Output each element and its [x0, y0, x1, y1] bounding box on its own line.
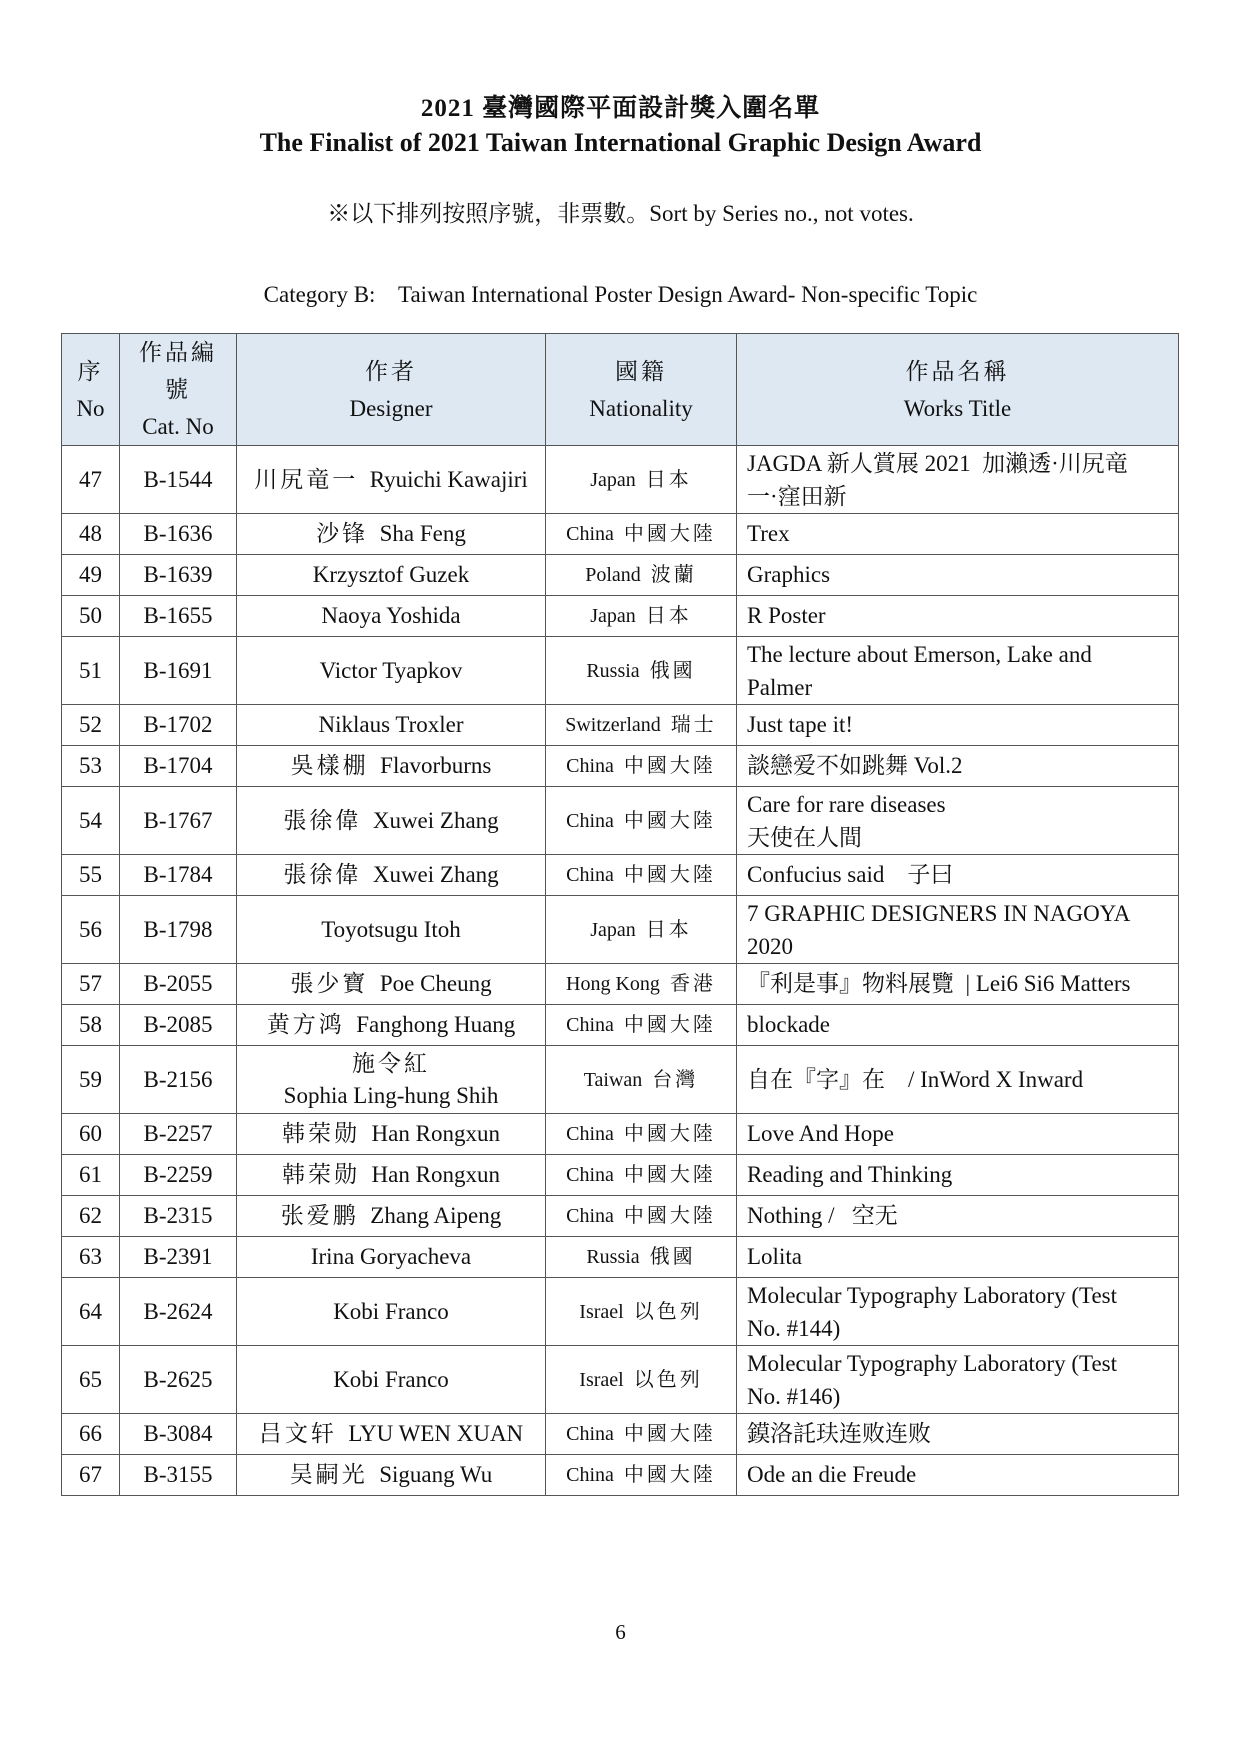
series-number: 61 [79, 1162, 102, 1187]
cell-nationality [546, 596, 737, 637]
nationality-english: Poland [585, 564, 641, 586]
header-no: 序 No [62, 334, 120, 446]
cell-designer [237, 1414, 546, 1455]
catalog-number: B-2257 [143, 1121, 213, 1146]
table-row [62, 1414, 1179, 1455]
table-row [62, 896, 1179, 964]
cell-designer [237, 1005, 546, 1046]
nationality-english: Japan [590, 918, 636, 941]
cell-cat-no [120, 1414, 237, 1455]
cell-no [62, 787, 120, 855]
works-title-line: Nothing / 空无 [747, 1203, 898, 1228]
designer-name-chinese: 吴嗣光 [289, 1462, 368, 1487]
works-title-line: blockade [747, 1012, 831, 1037]
catalog-number: B-1636 [143, 521, 213, 546]
catalog-number: B-2625 [143, 1366, 213, 1392]
designer-name-english: Siguang Wu [379, 1462, 493, 1487]
nationality-english: Russia [586, 1246, 640, 1268]
works-title-line: 2020 [747, 933, 793, 959]
table-row [62, 1346, 1179, 1414]
catalog-number: B-2085 [143, 1012, 213, 1037]
designer-name-english: Ryuichi Kawajiri [369, 466, 528, 492]
nationality-chinese: 波蘭 [650, 564, 697, 586]
nationality-english: China [566, 523, 614, 545]
works-title-line: 自在『字』在 / InWord X Inward [747, 1066, 1084, 1092]
cell-nationality [546, 1346, 737, 1414]
works-title-line: 天使在人間 [747, 824, 862, 850]
cell-cat-no [120, 637, 237, 705]
cell-nationality [546, 1155, 737, 1196]
table-row [62, 514, 1179, 555]
series-number: 58 [79, 1012, 102, 1037]
cell-no [62, 596, 120, 637]
cell-works-title [737, 855, 1179, 896]
catalog-number: B-1655 [143, 603, 213, 628]
nationality-english: China [566, 1164, 614, 1186]
works-title-line: Trex [747, 521, 790, 546]
designer-name-chinese: 黄方鸿 [266, 1012, 345, 1037]
catalog-number: B-1691 [143, 657, 213, 683]
nationality-english: Israel [579, 1300, 624, 1323]
designer-name-english: Irina Goryacheva [310, 1244, 472, 1269]
cell-designer [237, 1278, 546, 1346]
designer-name-english: Naoya Yoshida [321, 603, 461, 628]
designer-name-english: Krzysztof Guzek [312, 562, 470, 587]
designer-name-chinese: 张爱鹏 [280, 1203, 359, 1228]
nationality-chinese: 日本 [645, 468, 692, 491]
cell-works-title [737, 896, 1179, 964]
nationality-chinese: 以色列 [633, 1300, 703, 1323]
cell-no [62, 964, 120, 1005]
cell-works-title [737, 964, 1179, 1005]
catalog-number: B-3155 [143, 1462, 213, 1487]
cell-designer [237, 746, 546, 787]
cell-works-title [737, 1414, 1179, 1455]
cell-designer [237, 1196, 546, 1237]
works-title-line: Love And Hope [747, 1121, 894, 1146]
table-row [62, 1155, 1179, 1196]
table-row [62, 1046, 1179, 1114]
sort-note: ※以下排列按照序號，非票數。Sort by Series no., not votes. [327, 201, 914, 226]
table-body [62, 446, 1179, 1496]
works-title-line: 鏌洛託玞连败连败 [747, 1421, 931, 1446]
works-title-line: Care for rare diseases [747, 791, 946, 817]
cell-cat-no [120, 446, 237, 514]
nationality-english: China [566, 864, 614, 886]
cell-nationality [546, 1278, 737, 1346]
nationality-chinese: 中國大陸 [623, 755, 716, 777]
cell-designer [237, 705, 546, 746]
cell-works-title [737, 1114, 1179, 1155]
cell-no [62, 1237, 120, 1278]
cell-designer [237, 1046, 546, 1114]
nationality-english: China [566, 755, 614, 777]
table-row [62, 1196, 1179, 1237]
cell-works-title [737, 1278, 1179, 1346]
works-title-line: Graphics [747, 562, 831, 587]
catalog-number: B-2156 [143, 1066, 213, 1092]
cell-works-title [737, 1346, 1179, 1414]
cell-cat-no [120, 1237, 237, 1278]
series-number: 64 [79, 1298, 102, 1324]
cell-no [62, 514, 120, 555]
designer-name-english: LYU WEN XUAN [348, 1421, 524, 1446]
cell-nationality [546, 855, 737, 896]
cell-cat-no [120, 787, 237, 855]
cell-works-title [737, 555, 1179, 596]
cell-designer [237, 787, 546, 855]
cell-nationality [546, 1005, 737, 1046]
cell-designer [237, 1455, 546, 1496]
cell-designer [237, 446, 546, 514]
cell-designer [237, 514, 546, 555]
works-title-line: JAGDA 新人賞展 2021 加瀨透·川尻竜 [747, 450, 1128, 476]
nationality-chinese: 瑞士 [670, 714, 717, 736]
cell-cat-no [120, 1155, 237, 1196]
series-number: 62 [79, 1203, 102, 1228]
nationality-english: Japan [590, 605, 636, 627]
catalog-number: B-1798 [143, 916, 213, 942]
nationality-english: Russia [586, 659, 640, 682]
nationality-chinese: 中國大陸 [623, 809, 716, 832]
catalog-number: B-1544 [143, 466, 213, 492]
cell-nationality [546, 787, 737, 855]
designer-name-english: Niklaus Troxler [318, 712, 464, 737]
nationality-chinese: 中國大陸 [623, 1014, 716, 1036]
nationality-chinese: 台灣 [652, 1068, 699, 1091]
cell-nationality [546, 1046, 737, 1114]
series-number: 63 [79, 1244, 102, 1269]
nationality-english: Hong Kong [566, 973, 660, 995]
designer-name-chinese: 張徐偉 [283, 862, 362, 887]
works-title-line: The lecture about Emerson, Lake and [747, 641, 1092, 667]
cell-works-title [737, 1155, 1179, 1196]
nationality-english: China [566, 1123, 614, 1145]
cell-designer [237, 1237, 546, 1278]
catalog-number: B-1767 [143, 807, 213, 833]
series-number: 59 [79, 1066, 102, 1092]
series-number: 48 [79, 521, 102, 546]
cell-designer [237, 1114, 546, 1155]
cell-works-title [737, 746, 1179, 787]
cell-nationality [546, 705, 737, 746]
series-number: 54 [79, 807, 102, 833]
nationality-chinese: 中國大陸 [623, 1123, 716, 1145]
works-title-line: No. #146) [747, 1383, 841, 1409]
nationality-english: Taiwan [583, 1068, 643, 1091]
cell-nationality [546, 1114, 737, 1155]
cell-no [62, 746, 120, 787]
cell-no [62, 1005, 120, 1046]
series-number: 67 [79, 1462, 102, 1487]
designer-name-english: Zhang Aipeng [370, 1203, 502, 1228]
page-number: 6 [615, 1620, 626, 1644]
designer-name-english: Han Rongxun [371, 1121, 500, 1146]
designer-name-chinese: 吕文轩 [258, 1421, 337, 1446]
cell-cat-no [120, 1278, 237, 1346]
nationality-english: Israel [579, 1368, 624, 1391]
series-number: 56 [79, 916, 102, 942]
cell-works-title [737, 637, 1179, 705]
cell-no [62, 1346, 120, 1414]
works-title-line: 談戀爱不如跳舞 Vol.2 [747, 753, 963, 778]
designer-name-chinese: 張少寶 [290, 971, 369, 996]
cell-cat-no [120, 1455, 237, 1496]
cell-no [62, 705, 120, 746]
cell-nationality [546, 746, 737, 787]
cell-cat-no [120, 705, 237, 746]
series-number: 47 [79, 466, 102, 492]
series-number: 53 [79, 753, 102, 778]
cell-cat-no [120, 896, 237, 964]
nationality-english: China [566, 1423, 614, 1445]
designer-name-english: Flavorburns [380, 753, 492, 778]
catalog-number: B-1639 [143, 562, 213, 587]
table-row [62, 1455, 1179, 1496]
designer-name-chinese: 吳樣棚 [290, 753, 369, 778]
cell-no [62, 637, 120, 705]
cell-no [62, 855, 120, 896]
nationality-chinese: 日本 [645, 918, 692, 941]
cell-cat-no [120, 555, 237, 596]
header-cat-no: 作品編號 Cat. No [120, 334, 237, 446]
cell-designer [237, 1155, 546, 1196]
header-designer: 作者 Designer [237, 334, 546, 446]
cell-nationality [546, 555, 737, 596]
cell-nationality [546, 1237, 737, 1278]
header-nationality: 國籍 Nationality [546, 334, 737, 446]
catalog-number: B-2624 [143, 1298, 213, 1324]
table-row [62, 637, 1179, 705]
cell-no [62, 1414, 120, 1455]
cell-no [62, 1046, 120, 1114]
nationality-chinese: 俄國 [649, 1246, 696, 1268]
cell-cat-no [120, 1346, 237, 1414]
nationality-chinese: 中國大陸 [623, 523, 716, 545]
works-title-line: 7 GRAPHIC DESIGNERS IN NAGOYA [747, 900, 1131, 926]
cell-no [62, 446, 120, 514]
table-row [62, 964, 1179, 1005]
cell-nationality [546, 896, 737, 964]
series-number: 66 [79, 1421, 102, 1446]
cell-works-title [737, 446, 1179, 514]
cell-works-title [737, 1046, 1179, 1114]
nationality-chinese: 中國大陸 [623, 1464, 716, 1486]
works-title-line: R Poster [747, 603, 826, 628]
cell-designer [237, 896, 546, 964]
designer-name-chinese: 韩荣勋 [282, 1121, 361, 1146]
cell-nationality [546, 1196, 737, 1237]
table-row [62, 1005, 1179, 1046]
nationality-chinese: 中國大陸 [623, 1423, 716, 1445]
designer-name-english: Han Rongxun [371, 1162, 500, 1187]
cell-no [62, 1196, 120, 1237]
cell-nationality [546, 1414, 737, 1455]
cell-cat-no [120, 1046, 237, 1114]
cell-works-title [737, 787, 1179, 855]
designer-name-chinese: 川尻竜一 [254, 466, 359, 492]
cell-cat-no [120, 1196, 237, 1237]
document-title-english: The Finalist of 2021 Taiwan International Graphic Design Award [259, 128, 982, 157]
cell-no [62, 1155, 120, 1196]
cell-cat-no [120, 596, 237, 637]
series-number: 50 [79, 603, 102, 628]
table-row [62, 787, 1179, 855]
series-number: 55 [79, 862, 102, 887]
designer-name-english: Sha Feng [379, 521, 466, 546]
cell-nationality [546, 446, 737, 514]
designer-name-english: Xuwei Zhang [372, 807, 499, 833]
cell-no [62, 896, 120, 964]
catalog-number: B-1704 [143, 753, 213, 778]
cell-designer [237, 555, 546, 596]
designer-name-chinese: 沙锋 [316, 521, 369, 546]
cell-nationality [546, 514, 737, 555]
designer-name-english: Fanghong Huang [356, 1012, 516, 1037]
cell-designer [237, 637, 546, 705]
series-number: 49 [79, 562, 102, 587]
works-title-line: Palmer [747, 674, 813, 700]
cell-cat-no [120, 1114, 237, 1155]
table-row [62, 1278, 1179, 1346]
cell-cat-no [120, 1005, 237, 1046]
cell-designer [237, 964, 546, 1005]
designer-name-english: Poe Cheung [379, 971, 492, 996]
table-row [62, 446, 1179, 514]
works-title-line: 『利是事』物料展覽 | Lei6 Si6 Matters [747, 971, 1131, 996]
cell-no [62, 1278, 120, 1346]
series-number: 57 [79, 971, 102, 996]
table-row [62, 1237, 1179, 1278]
works-title-line: Ode an die Freude [747, 1462, 917, 1487]
nationality-chinese: 以色列 [633, 1368, 703, 1391]
catalog-number: B-3084 [143, 1421, 213, 1446]
designer-name-english: Victor Tyapkov [319, 657, 463, 683]
cell-no [62, 1114, 120, 1155]
table-row [62, 1114, 1179, 1155]
table-row [62, 855, 1179, 896]
nationality-english: Switzerland [565, 714, 661, 736]
designer-name-english: Kobi Franco [333, 1298, 449, 1324]
designer-name-english: Toyotsugu Itoh [321, 916, 461, 942]
table-row [62, 555, 1179, 596]
works-title-line: Just tape it! [747, 712, 854, 737]
table-row [62, 746, 1179, 787]
cell-works-title [737, 1005, 1179, 1046]
cell-cat-no [120, 514, 237, 555]
table-row [62, 705, 1179, 746]
cell-cat-no [120, 746, 237, 787]
catalog-number: B-2259 [143, 1162, 213, 1187]
catalog-number: B-1784 [143, 862, 213, 887]
works-title-line: No. #144) [747, 1315, 841, 1341]
table-header-row [62, 334, 1179, 446]
catalog-number: B-2315 [143, 1203, 213, 1228]
works-title-line: Molecular Typography Laboratory (Test [747, 1282, 1117, 1308]
designer-name-english: Kobi Franco [333, 1366, 449, 1392]
cell-designer [237, 1346, 546, 1414]
cell-works-title [737, 514, 1179, 555]
cell-cat-no [120, 964, 237, 1005]
nationality-chinese: 俄國 [649, 659, 696, 682]
header-works-title: 作品名稱 Works Title [737, 334, 1179, 446]
cell-no [62, 555, 120, 596]
finalist-table [61, 333, 1179, 1496]
designer-name-english: Xuwei Zhang [372, 862, 499, 887]
cell-works-title [737, 1237, 1179, 1278]
designer-name-chinese: 張徐偉 [283, 807, 362, 833]
catalog-number: B-2055 [143, 971, 213, 996]
designer-name-english: Sophia Ling-hung Shih [283, 1082, 499, 1108]
nationality-chinese: 香港 [669, 973, 716, 995]
cell-works-title [737, 1455, 1179, 1496]
cell-designer [237, 855, 546, 896]
nationality-chinese: 日本 [645, 605, 692, 627]
cell-no [62, 1455, 120, 1496]
nationality-chinese: 中國大陸 [623, 1205, 716, 1227]
nationality-english: China [566, 1205, 614, 1227]
cell-works-title [737, 596, 1179, 637]
cell-designer [237, 596, 546, 637]
cell-works-title [737, 1196, 1179, 1237]
nationality-chinese: 中國大陸 [623, 864, 716, 886]
series-number: 65 [79, 1366, 102, 1392]
series-number: 52 [79, 712, 102, 737]
cell-nationality [546, 964, 737, 1005]
designer-name-chinese: 韩荣勋 [282, 1162, 361, 1187]
works-title-line: Reading and Thinking [747, 1162, 953, 1187]
works-title-line: Lolita [747, 1244, 802, 1269]
cell-nationality [546, 637, 737, 705]
works-title-line: Confucius said 子曰 [747, 862, 954, 887]
cell-nationality [546, 1455, 737, 1496]
category-heading: Category B: Taiwan International Poster Design Award- Non-specific Topic [263, 282, 978, 307]
cell-works-title [737, 705, 1179, 746]
catalog-number: B-2391 [143, 1244, 213, 1269]
document-title-chinese: 2021 臺灣國際平面設計獎入圍名單 [420, 95, 821, 122]
works-title-line: 一·窪田新 [747, 483, 847, 509]
series-number: 60 [79, 1121, 102, 1146]
cell-cat-no [120, 855, 237, 896]
works-title-line: Molecular Typography Laboratory (Test [747, 1350, 1117, 1376]
nationality-english: Japan [590, 468, 636, 491]
catalog-number: B-1702 [143, 712, 213, 737]
nationality-english: China [566, 1014, 614, 1036]
nationality-chinese: 中國大陸 [623, 1164, 716, 1186]
table-row [62, 596, 1179, 637]
nationality-english: China [566, 809, 614, 832]
designer-name-chinese: 施令紅 [352, 1050, 430, 1076]
series-number: 51 [79, 657, 102, 683]
nationality-english: China [566, 1464, 614, 1486]
